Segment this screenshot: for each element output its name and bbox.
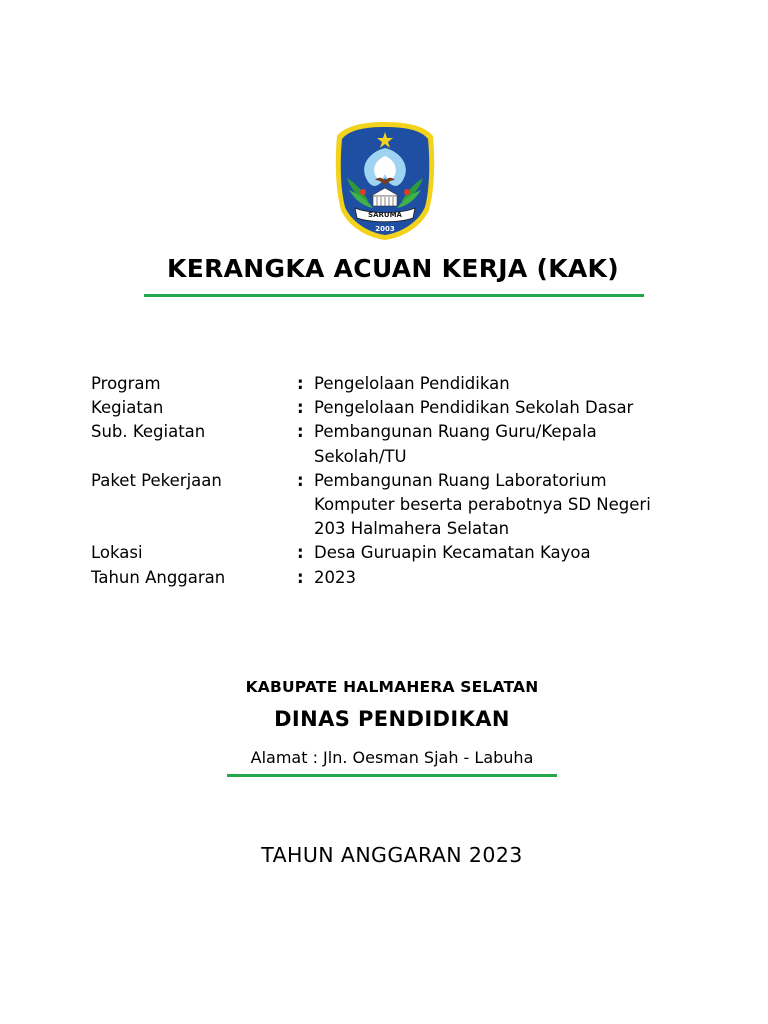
detail-value: Pengelolaan Pendidikan Sekolah Dasar <box>314 398 634 418</box>
detail-colon: : <box>297 543 304 563</box>
agency-name: DINAS PENDIDIKAN <box>274 707 510 731</box>
detail-value: Desa Guruapin Kecamatan Kayoa <box>314 543 591 563</box>
detail-value: Pengelolaan Pendidikan <box>314 374 510 393</box>
detail-colon: : <box>297 398 304 418</box>
detail-label: Program <box>91 374 161 393</box>
detail-value: 2023 <box>314 567 356 587</box>
detail-colon: : <box>297 470 304 490</box>
detail-row-lokasi <box>91 541 691 565</box>
detail-row-paket-pekerjaan <box>91 469 691 542</box>
detail-value: Pembangunan Ruang Guru/Kepala Sekolah/TU <box>314 422 597 466</box>
address-underline <box>227 774 557 777</box>
detail-label: Lokasi <box>91 543 143 563</box>
detail-row-sub-kegiatan <box>91 420 691 468</box>
detail-row-program <box>91 372 691 396</box>
emblem-year-text: 2003 <box>375 225 395 233</box>
detail-label: Paket Pekerjaan <box>91 470 222 490</box>
detail-label: Sub. Kegiatan <box>91 422 206 442</box>
title-underline <box>144 294 644 297</box>
document-details <box>91 372 691 590</box>
emblem-banner-text: SARUMA <box>368 211 402 219</box>
detail-label: Tahun Anggaran <box>91 567 226 587</box>
emblem-shield-icon <box>333 118 437 242</box>
regency-emblem <box>333 118 437 242</box>
regency-name: KABUPATE HALMAHERA SELATAN <box>245 678 539 696</box>
detail-value: Pembangunan Ruang Laboratorium Komputer beserta perabotnya SD Negeri 203 Halmahera Selatan <box>314 470 651 539</box>
detail-row-tahun-anggaran <box>91 566 691 590</box>
detail-row-kegiatan <box>91 396 691 420</box>
detail-colon: : <box>297 567 304 587</box>
agency-address: Alamat : Jln. Oesman Sjah - Labuha <box>250 748 534 767</box>
detail-colon: : <box>297 374 304 393</box>
detail-colon: : <box>297 422 304 442</box>
detail-label: Kegiatan <box>91 398 164 418</box>
document-title: KERANGKA ACUAN KERJA (KAK) <box>167 254 619 283</box>
fiscal-year-footer: TAHUN ANGGARAN 2023 <box>261 843 523 867</box>
